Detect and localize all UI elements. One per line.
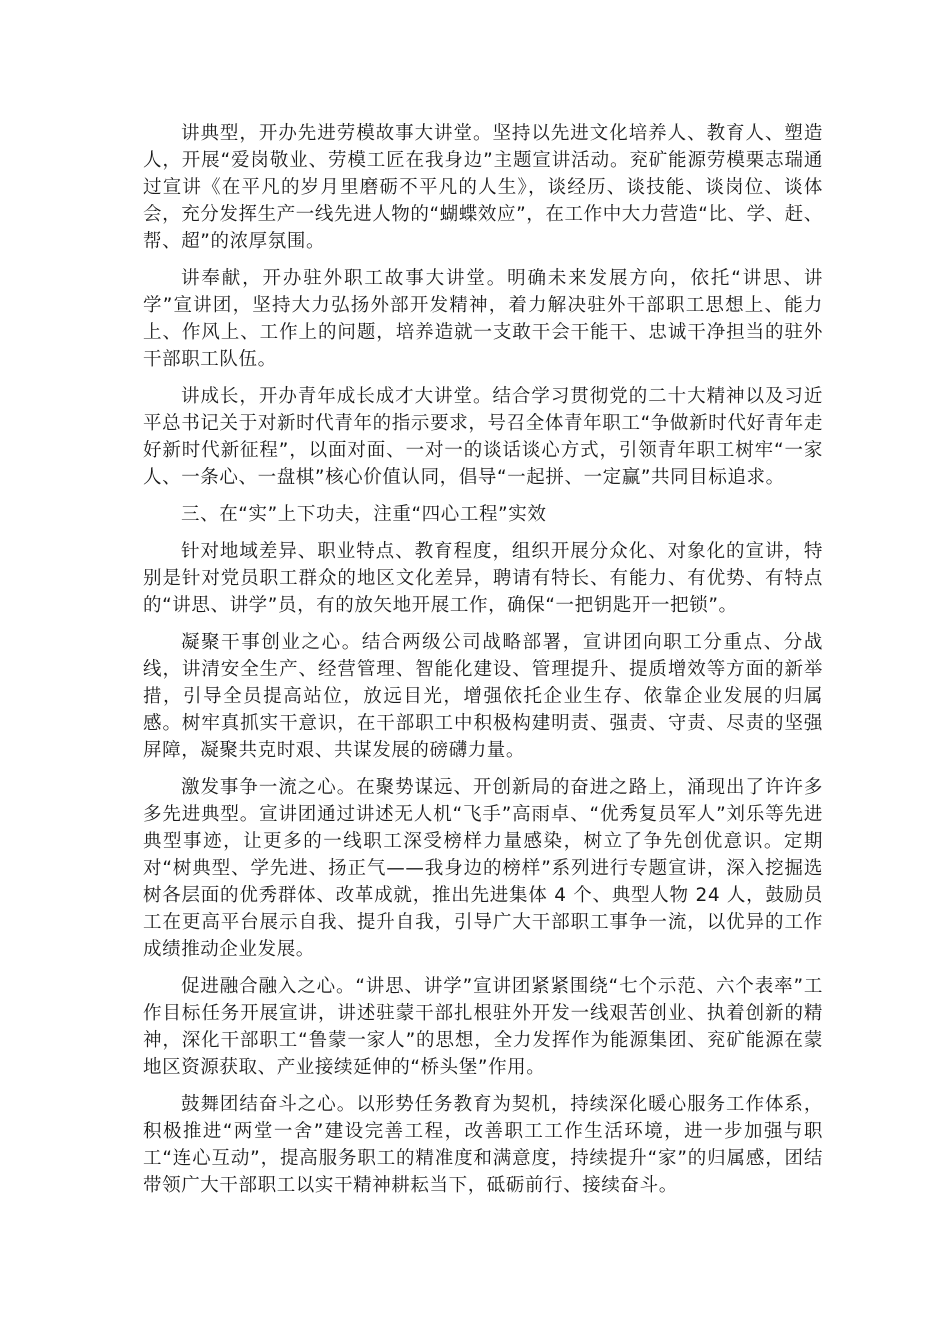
paragraph-strive-first-class: 激发事争一流之心。在聚势谋远、开创新局的奋进之路上，涌现出了许许多多先进典型。宣讲团通过讲述无人机“飞手”高雨卓、“优秀复员军人”刘乐等先进典型事迹，让更多的一线职工深受榜样力量感染，树立了争先创优意识。定期对“树典型、学先进、扬正气——我身边的榜样”系列进行专题宣讲，深入挖掘选树各层面的优秀群体、改革成就，推出先进集体 4 个、典型人物 24 人，鼓励员工在更高平台展示自我、提升自我，引导广大干部职工事争一流，以优异的工作成绩推动企业发展。 — [143, 777, 823, 960]
paragraph-dedication: 讲奉献，开办驻外职工故事大讲堂。明确未来发展方向，依托“讲思、讲学”宣讲团，坚持大力弘扬外部开发精神，着力解决驻外干部职工思想上、能力上、作风上、工作上的问题，培养造就一支敢干会干能干、忠诚干净担当的驻外干部职工队伍。 — [143, 268, 823, 370]
paragraph-integration: 促进融合融入之心。“讲思、讲学”宣讲团紧紧围绕“七个示范、六个表率”工作目标任务开展宣讲，讲述驻蒙干部扎根驻外开发一线艰苦创业、执着创新的精神，深化干部职工“鲁蒙一家人”的思想，全力发挥作为能源集团、兖矿能源在蒙地区资源获取、产业接续延伸的“桥头堡”作用。 — [143, 976, 823, 1078]
paragraph-targeted-outreach: 针对地域差异、职业特点、教育程度，组织开展分众化、对象化的宣讲，特别是针对党员职工群众的地区文化差异，聘请有特长、有能力、有优势、有特点的“讲思、讲学”员，有的放矢地开展工作，确保“一把钥匙开一把锁”。 — [143, 541, 823, 616]
document-body — [143, 120, 823, 1209]
paragraph-unity-struggle: 鼓舞团结奋斗之心。以形势任务教育为契机，持续深化暖心服务工作体系，积极推进“两堂一舍”建设完善工程，改善职工工作生活环境，进一步加强与职工“连心互动”，提高服务职工的精准度和满意度，持续提升“家”的归属感，团结带领广大干部职工以实干精神耕耘当下，砥砺前行、接续奋斗。 — [143, 1094, 823, 1196]
paragraph-model-workers: 讲典型，开办先进劳模故事大讲堂。坚持以先进文化培养人、教育人、塑造人，开展“爱岗敬业、劳模工匠在我身边”主题宣讲活动。兖矿能源劳模栗志瑞通过宣讲《在平凡的岁月里磨砺不平凡的人生》，谈经历、谈技能、谈岗位、谈体会，充分发挥生产一线先进人物的“蝴蝶效应”，在工作中大力营造“比、学、赶、帮、超”的浓厚氛围。 — [143, 123, 823, 252]
section-heading-three: 三、在“实”上下功夫，注重“四心工程”实效 — [181, 504, 547, 525]
paragraph-unite-entrepreneurship: 凝聚干事创业之心。结合两级公司战略部署，宣讲团向职工分重点、分战线，讲清安全生产、经营管理、智能化建设、管理提升、提质增效等方面的新举措，引导全员提高站位，放远目光，增强依托企业生存、依靠企业发展的归属感。树牢真抓实干意识，在干部职工中积极构建明责、强责、守责、尽责的坚强屏障，凝聚共克时艰、共谋发展的磅礴力量。 — [143, 632, 823, 761]
paragraph-growth: 讲成长，开办青年成长成才大讲堂。结合学习贯彻党的二十大精神以及习近平总书记关于对新时代青年的指示要求，号召全体青年职工“争做新时代好青年走好新时代新征程”，以面对面、一对一的谈话谈心方式，引领青年职工树牢“一家人、一条心、一盘棋”核心价值认同，倡导“一起拼、一定赢”共同目标追求。 — [143, 386, 823, 488]
